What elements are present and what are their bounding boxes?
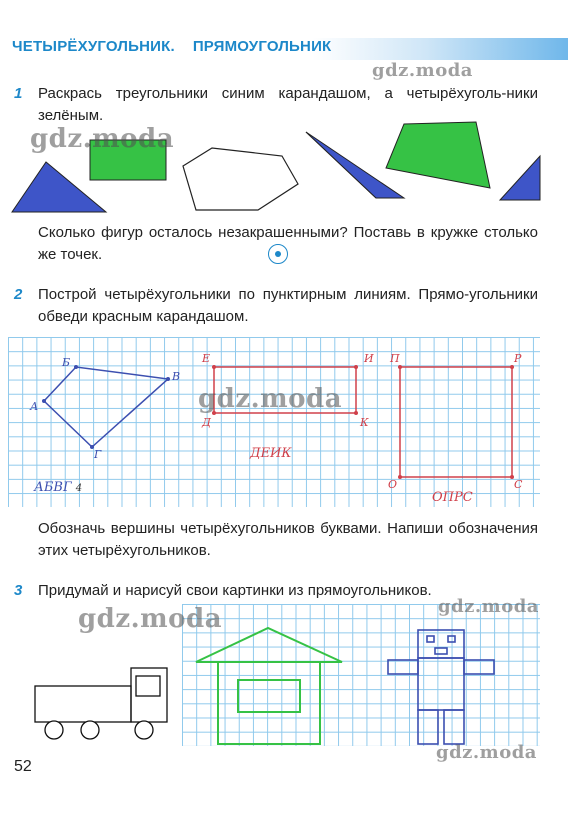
rect-oprs <box>400 367 512 477</box>
quad-abvg <box>44 367 168 447</box>
label-d: Д <box>202 416 211 429</box>
title-part-2: ПРЯМОУГОЛЬНИК <box>192 38 332 55</box>
label-v: В <box>172 370 181 383</box>
task-2-drawings <box>8 337 540 507</box>
label-s: С <box>514 478 523 491</box>
task-1-text: Раскрась треугольники синим карандашом, а четырёхуголь-ники зелёным. <box>38 85 538 124</box>
answer-oprs: ОПРС <box>432 490 473 505</box>
title-part-1: ЧЕТЫРЁХУГОЛЬНИК. <box>12 38 175 55</box>
watermark-4: gdz.moda <box>438 596 539 617</box>
truck-drawing <box>28 660 178 742</box>
label-e: Е <box>202 352 211 365</box>
label-i: И <box>364 352 374 365</box>
label-o: О <box>388 478 398 491</box>
green-trapezoid <box>386 122 490 188</box>
task-3-drawings <box>182 604 540 746</box>
task-3-text: Придумай и нарисуй свои картинки из прямоугольников. <box>38 582 432 599</box>
task-2-number: 2 <box>14 286 23 303</box>
label-a: А <box>30 400 39 413</box>
answer-suffix: 4 <box>75 483 83 494</box>
task-2-question: Обозначь вершины четырёхугольников буквами. Напиши обозначения этих четырёхугольников. <box>38 520 538 559</box>
watermark-3: gdz.moda <box>198 384 343 414</box>
answer-dot <box>275 251 281 257</box>
watermark-5: gdz.moda <box>78 604 223 634</box>
answer-deik: ДЕИК <box>250 446 292 461</box>
task-2-text: Построй четырёхугольники по пунктирным линиям. Прямо-угольники обведи красным карандашом. <box>38 286 538 325</box>
white-pentagon <box>183 148 298 210</box>
watermark-6: gdz.moda <box>436 742 537 763</box>
task-1-question: Сколько фигур осталось незакрашенными? Поставь в кружке столько же точек. <box>38 224 538 263</box>
blue-triangle-3 <box>500 156 540 200</box>
label-g: Г <box>94 448 102 461</box>
house-drawing <box>196 628 342 744</box>
label-b: Б <box>62 356 71 369</box>
label-r: Р <box>514 352 522 365</box>
watermark-2: gdz.moda <box>30 124 175 154</box>
answer-circle <box>268 244 288 264</box>
label-k: К <box>360 416 369 429</box>
page-title <box>12 38 349 55</box>
watermark-1: gdz.moda <box>372 60 473 81</box>
answer-abvg: АБВГ 4 <box>34 480 83 495</box>
task-3-number: 3 <box>14 582 23 599</box>
task-1-number: 1 <box>14 85 23 102</box>
label-p: П <box>390 352 400 365</box>
page-number: 52 <box>14 758 32 775</box>
robot-drawing <box>388 630 494 744</box>
